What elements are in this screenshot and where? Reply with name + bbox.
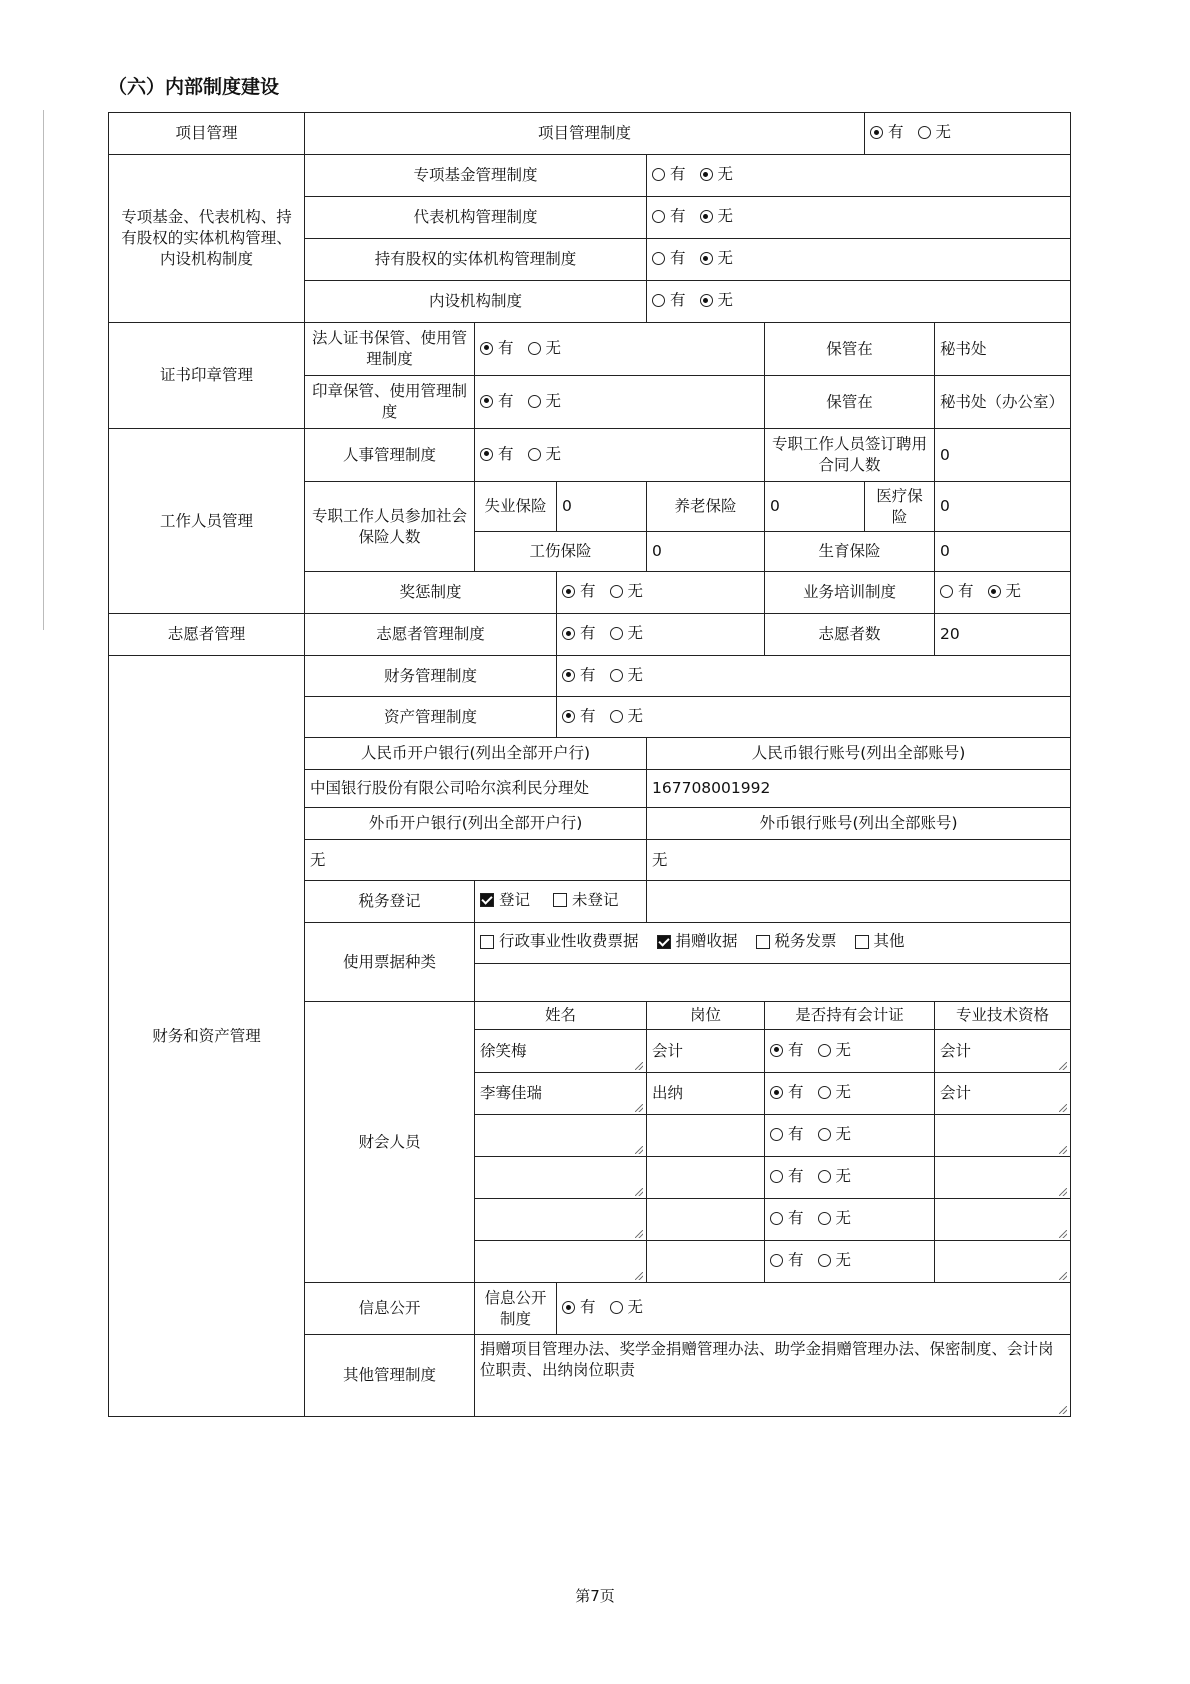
radio-label-no: 无 bbox=[545, 444, 562, 463]
radio-label-yes: 有 bbox=[788, 1167, 804, 1186]
rmb-account-value: 167708001992 bbox=[647, 770, 1071, 808]
resize-grip-icon bbox=[1059, 1146, 1067, 1154]
radio-label-yes: 有 bbox=[788, 1083, 804, 1102]
radio-label-no: 无 bbox=[717, 207, 734, 226]
contract-count-label: 专职工作人员签订聘用合同人数 bbox=[765, 429, 935, 482]
receipt-type-option[interactable] bbox=[480, 931, 639, 952]
training-policy-radio bbox=[935, 572, 1071, 614]
radio-label-no: 无 bbox=[1005, 582, 1022, 601]
radio-option-no[interactable] bbox=[818, 1166, 852, 1187]
pension-label: 养老保险 bbox=[647, 482, 765, 532]
accountant-certificate-radio bbox=[765, 1030, 935, 1073]
resize-grip-icon bbox=[635, 1188, 643, 1196]
internal-system-form bbox=[108, 112, 1071, 1417]
radio-label-yes: 有 bbox=[888, 123, 904, 142]
volunteer-policy-radio bbox=[557, 614, 765, 656]
radio-button-yes[interactable] bbox=[940, 585, 953, 598]
radio-option-yes[interactable] bbox=[480, 391, 514, 412]
radio-option-no[interactable] bbox=[818, 1040, 852, 1061]
radio-option-no[interactable] bbox=[700, 248, 734, 269]
unemployment-label: 失业保险 bbox=[475, 482, 557, 532]
accountant-position-header: 岗位 bbox=[647, 1002, 765, 1030]
radio-label-no: 无 bbox=[835, 1251, 852, 1270]
receipt-type-label: 行政事业性收费票据 bbox=[499, 932, 639, 951]
asset-policy-label: 资产管理制度 bbox=[305, 697, 557, 738]
radio-label-yes: 有 bbox=[788, 1251, 804, 1270]
resize-grip-icon bbox=[635, 1146, 643, 1154]
radio-button-yes[interactable] bbox=[770, 1170, 783, 1183]
radio-option-yes[interactable] bbox=[770, 1250, 804, 1271]
radio-label-yes: 有 bbox=[670, 165, 686, 184]
special-fund-policy-radio bbox=[647, 155, 1071, 197]
category-volunteer: 志愿者管理 bbox=[109, 614, 305, 656]
receipt-types-extra bbox=[475, 964, 1071, 1002]
radio-option-yes[interactable] bbox=[770, 1040, 804, 1061]
radio-label-no: 无 bbox=[717, 291, 734, 310]
representative-policy-label: 代表机构管理制度 bbox=[305, 197, 647, 239]
radio-button-yes[interactable] bbox=[770, 1212, 783, 1225]
asset-policy-radio bbox=[557, 697, 1071, 738]
radio-option-yes[interactable] bbox=[770, 1166, 804, 1187]
yes-no-radio-group bbox=[770, 1211, 865, 1229]
radio-option-yes[interactable] bbox=[652, 206, 686, 227]
accountant-name-header: 姓名 bbox=[475, 1002, 647, 1030]
disclosure-policy-label: 信息公开制度 bbox=[475, 1283, 557, 1335]
radio-label-yes: 有 bbox=[958, 582, 974, 601]
radio-button-no[interactable] bbox=[818, 1086, 831, 1099]
radio-button-no[interactable] bbox=[818, 1044, 831, 1057]
radio-button-no[interactable] bbox=[610, 585, 623, 598]
accountant-qualification: 会计 bbox=[940, 1084, 972, 1103]
radio-option-no[interactable] bbox=[700, 164, 734, 185]
accountants-label: 财会人员 bbox=[305, 1002, 475, 1283]
seal-kept-at-label: 保管在 bbox=[765, 376, 935, 429]
accountant-certificate-radio bbox=[765, 1073, 935, 1115]
accountant-name-field[interactable] bbox=[475, 1199, 647, 1241]
radio-button-yes[interactable] bbox=[770, 1128, 783, 1141]
accountant-qualification: 会计 bbox=[940, 1041, 972, 1060]
radio-label-no: 无 bbox=[835, 1209, 852, 1228]
unemployment-value: 0 bbox=[557, 482, 647, 532]
radio-label-yes: 有 bbox=[670, 207, 686, 226]
radio-label-no: 无 bbox=[835, 1125, 852, 1144]
yes-no-radio-group bbox=[480, 444, 575, 465]
radio-button-yes[interactable] bbox=[480, 342, 493, 355]
resize-grip-icon bbox=[1059, 1062, 1067, 1070]
accountant-certificate-radio bbox=[765, 1199, 935, 1241]
radio-option-no[interactable] bbox=[818, 1208, 852, 1229]
section-title: （六）内部制度建设 bbox=[108, 76, 280, 98]
radio-option-no[interactable] bbox=[700, 206, 734, 227]
representative-policy-radio bbox=[647, 197, 1071, 239]
accountant-name-field[interactable] bbox=[475, 1157, 647, 1199]
radio-button-no[interactable] bbox=[700, 168, 713, 181]
radio-label-no: 无 bbox=[835, 1040, 852, 1059]
receipt-type-option[interactable] bbox=[657, 931, 738, 952]
radio-label-no: 无 bbox=[627, 665, 644, 684]
radio-option-yes[interactable] bbox=[652, 290, 686, 311]
accountant-position bbox=[647, 1115, 765, 1157]
radio-label-yes: 有 bbox=[670, 291, 686, 310]
radio-button-no[interactable] bbox=[988, 585, 1001, 598]
personnel-policy-label: 人事管理制度 bbox=[305, 429, 475, 482]
radio-option-yes[interactable] bbox=[870, 122, 904, 143]
radio-button-no[interactable] bbox=[610, 669, 623, 682]
accountant-position: 会计 bbox=[647, 1030, 765, 1073]
yes-no-radio-group bbox=[562, 706, 657, 727]
radio-label-yes: 有 bbox=[670, 249, 686, 268]
yes-no-radio-group bbox=[562, 584, 657, 602]
radio-label-yes: 有 bbox=[498, 444, 514, 463]
tax-registered-checkbox[interactable] bbox=[480, 893, 494, 907]
tax-unregistered-option[interactable]: 未登记 bbox=[553, 890, 619, 911]
radio-label-yes: 有 bbox=[580, 706, 596, 725]
radio-button-yes[interactable] bbox=[652, 210, 665, 223]
accountant-position: 出纳 bbox=[647, 1073, 765, 1115]
yes-no-radio-group bbox=[652, 293, 747, 311]
tax-registered-option[interactable]: 登记 bbox=[480, 890, 530, 911]
fx-bank-value: 无 bbox=[305, 840, 647, 881]
pension-value: 0 bbox=[765, 482, 865, 532]
accountant-name-field[interactable] bbox=[475, 1241, 647, 1283]
maternity-label: 生育保险 bbox=[765, 532, 935, 572]
disclosure-label: 信息公开 bbox=[305, 1283, 475, 1335]
medical-label: 医疗保险 bbox=[865, 482, 935, 532]
certificate-policy-radio bbox=[475, 323, 765, 376]
certificate-policy-label: 法人证书保管、使用管理制度 bbox=[305, 323, 475, 376]
volunteer-count-value: 20 bbox=[935, 614, 1071, 656]
radio-option-yes[interactable] bbox=[940, 581, 974, 602]
yes-no-radio-group bbox=[562, 626, 657, 644]
resize-grip-icon bbox=[1059, 1104, 1067, 1112]
scan-edge-line bbox=[43, 110, 44, 630]
radio-button-yes[interactable] bbox=[870, 126, 883, 139]
radio-option-yes[interactable] bbox=[562, 706, 596, 727]
radio-option-yes[interactable] bbox=[480, 444, 514, 465]
accountant-qualification-field[interactable] bbox=[935, 1030, 1071, 1073]
injury-label: 工伤保险 bbox=[475, 532, 647, 572]
radio-button-no[interactable] bbox=[818, 1212, 831, 1225]
fx-account-value: 无 bbox=[647, 840, 1071, 881]
radio-option-no[interactable] bbox=[610, 581, 644, 602]
category-finance: 财务和资产管理 bbox=[109, 656, 305, 1417]
radio-label-yes: 有 bbox=[580, 665, 596, 684]
training-policy-label: 业务培训制度 bbox=[765, 572, 935, 614]
radio-option-yes[interactable] bbox=[562, 623, 596, 644]
category-seals: 证书印章管理 bbox=[109, 323, 305, 429]
radio-label-no: 无 bbox=[627, 1298, 644, 1317]
radio-label-no: 无 bbox=[627, 582, 644, 601]
radio-button-no[interactable] bbox=[918, 126, 931, 139]
radio-option-no[interactable] bbox=[818, 1082, 852, 1103]
project-policy-label: 项目管理制度 bbox=[305, 113, 865, 155]
radio-option-yes[interactable] bbox=[562, 581, 596, 602]
radio-label-yes: 有 bbox=[498, 391, 514, 410]
category-staff: 工作人员管理 bbox=[109, 429, 305, 614]
radio-button-no[interactable] bbox=[700, 294, 713, 307]
receipt-type-checkbox[interactable] bbox=[756, 935, 770, 949]
radio-option-no[interactable] bbox=[818, 1124, 852, 1145]
accountant-qualification-field[interactable] bbox=[935, 1199, 1071, 1241]
receipt-type-checkbox[interactable] bbox=[657, 935, 671, 949]
radio-label-no: 无 bbox=[545, 338, 562, 357]
radio-option-no[interactable] bbox=[610, 665, 644, 686]
radio-option-no[interactable] bbox=[528, 444, 562, 465]
accountant-qualification-field[interactable] bbox=[935, 1241, 1071, 1283]
rmb-account-header: 人民币银行账号(列出全部账号) bbox=[647, 738, 1071, 770]
yes-no-radio-group bbox=[770, 1127, 865, 1145]
accountant-qualification-field[interactable] bbox=[935, 1073, 1071, 1115]
tax-registration-label: 税务登记 bbox=[305, 881, 475, 923]
seal-policy-label: 印章保管、使用管理制度 bbox=[305, 376, 475, 429]
accountant-certificate-radio bbox=[765, 1115, 935, 1157]
radio-label-no: 无 bbox=[935, 123, 952, 142]
radio-option-no[interactable] bbox=[818, 1250, 852, 1271]
receipt-type-option[interactable] bbox=[855, 931, 905, 952]
radio-button-no[interactable] bbox=[818, 1170, 831, 1183]
accountant-qualification-field[interactable] bbox=[935, 1157, 1071, 1199]
yes-no-radio-group bbox=[770, 1085, 865, 1103]
radio-button-no[interactable] bbox=[818, 1254, 831, 1267]
contract-count-value: 0 bbox=[935, 429, 1071, 482]
fx-bank-header: 外币开户银行(列出全部开户行) bbox=[305, 808, 647, 840]
internal-org-policy-label: 内设机构制度 bbox=[305, 281, 647, 323]
certificate-kept-at-value: 秘书处 bbox=[935, 323, 1071, 376]
radio-option-no[interactable] bbox=[700, 290, 734, 311]
other-policies-field[interactable] bbox=[475, 1335, 1071, 1417]
reward-policy-radio bbox=[557, 572, 765, 614]
yes-no-radio-group bbox=[652, 251, 747, 269]
radio-option-yes[interactable] bbox=[562, 665, 596, 686]
resize-grip-icon bbox=[1059, 1406, 1067, 1414]
radio-button-no[interactable] bbox=[610, 710, 623, 723]
accountant-name-field[interactable] bbox=[475, 1030, 647, 1073]
radio-button-no[interactable] bbox=[528, 395, 541, 408]
radio-label-no: 无 bbox=[717, 165, 734, 184]
receipt-types-options bbox=[475, 923, 1071, 964]
reward-policy-label: 奖惩制度 bbox=[305, 572, 557, 614]
yes-no-radio-group bbox=[652, 209, 747, 227]
medical-value: 0 bbox=[935, 482, 1071, 532]
radio-option-yes[interactable] bbox=[652, 164, 686, 185]
equity-entity-policy-label: 持有股权的实体机构管理制度 bbox=[305, 239, 647, 281]
radio-button-no[interactable] bbox=[610, 1301, 623, 1314]
accountant-qualification-field[interactable] bbox=[935, 1115, 1071, 1157]
radio-label-no: 无 bbox=[627, 624, 644, 643]
radio-option-no[interactable] bbox=[610, 1297, 644, 1318]
radio-button-yes[interactable] bbox=[562, 669, 575, 682]
radio-label-yes: 有 bbox=[788, 1125, 804, 1144]
yes-no-radio-group bbox=[870, 125, 965, 143]
tax-registration-empty bbox=[647, 881, 1071, 923]
radio-option-no[interactable] bbox=[610, 706, 644, 727]
volunteer-policy-label: 志愿者管理制度 bbox=[305, 614, 557, 656]
radio-option-yes[interactable] bbox=[652, 248, 686, 269]
yes-no-radio-group bbox=[562, 665, 657, 686]
receipt-type-label: 捐赠收据 bbox=[675, 932, 738, 951]
other-policies-label: 其他管理制度 bbox=[305, 1335, 475, 1417]
yes-no-radio-group bbox=[652, 167, 747, 185]
resize-grip-icon bbox=[1059, 1272, 1067, 1280]
radio-button-yes[interactable] bbox=[562, 710, 575, 723]
special-fund-policy-label: 专项基金管理制度 bbox=[305, 155, 647, 197]
radio-label-no: 无 bbox=[717, 249, 734, 268]
tax-unregistered-checkbox[interactable] bbox=[553, 893, 567, 907]
radio-button-yes[interactable] bbox=[770, 1086, 783, 1099]
yes-no-radio-group bbox=[940, 584, 1035, 602]
maternity-value: 0 bbox=[935, 532, 1071, 572]
finance-policy-radio bbox=[557, 656, 1071, 697]
radio-option-yes[interactable] bbox=[770, 1124, 804, 1145]
resize-grip-icon bbox=[1059, 1188, 1067, 1196]
yes-no-radio-group bbox=[480, 391, 575, 412]
radio-label-no: 无 bbox=[835, 1083, 852, 1102]
radio-option-yes[interactable] bbox=[770, 1082, 804, 1103]
radio-button-no[interactable] bbox=[528, 448, 541, 461]
page-number: 第7页 bbox=[575, 1587, 615, 1605]
category-special-funds: 专项基金、代表机构、持有股权的实体机构管理、内设机构制度 bbox=[109, 155, 305, 323]
injury-value: 0 bbox=[647, 532, 765, 572]
accountant-position bbox=[647, 1199, 765, 1241]
rmb-bank-header: 人民币开户银行(列出全部开户行) bbox=[305, 738, 647, 770]
resize-grip-icon bbox=[635, 1062, 643, 1070]
radio-button-yes[interactable] bbox=[652, 168, 665, 181]
receipt-types-label: 使用票据种类 bbox=[305, 923, 475, 1002]
resize-grip-icon bbox=[1059, 1230, 1067, 1238]
accountant-name: 徐笑梅 bbox=[480, 1041, 527, 1060]
seal-kept-at-value: 秘书处（办公室） bbox=[935, 376, 1071, 429]
radio-option-no[interactable] bbox=[988, 581, 1022, 602]
yes-no-radio-group bbox=[480, 338, 575, 359]
radio-option-yes[interactable] bbox=[770, 1208, 804, 1229]
receipt-type-label: 税务发票 bbox=[774, 932, 837, 951]
receipt-type-checkbox[interactable] bbox=[480, 935, 494, 949]
yes-no-radio-group bbox=[770, 1169, 865, 1187]
accountant-name-field[interactable] bbox=[475, 1115, 647, 1157]
volunteer-count-label: 志愿者数 bbox=[765, 614, 935, 656]
personnel-policy-radio bbox=[475, 429, 765, 482]
radio-label-no: 无 bbox=[545, 391, 562, 410]
radio-button-yes[interactable] bbox=[562, 627, 575, 640]
resize-grip-icon bbox=[635, 1272, 643, 1280]
row-project-management bbox=[109, 113, 1071, 155]
accountant-position bbox=[647, 1241, 765, 1283]
radio-label-yes: 有 bbox=[580, 1298, 596, 1317]
category-project: 项目管理 bbox=[109, 113, 305, 155]
radio-label-yes: 有 bbox=[580, 624, 596, 643]
yes-no-radio-group bbox=[562, 1300, 657, 1318]
radio-button-yes[interactable] bbox=[480, 395, 493, 408]
project-policy-radio bbox=[865, 113, 1071, 155]
radio-button-no[interactable] bbox=[610, 627, 623, 640]
accountant-certificate-radio bbox=[765, 1241, 935, 1283]
accountant-certificate-radio bbox=[765, 1157, 935, 1199]
radio-option-no[interactable] bbox=[918, 122, 952, 143]
radio-option-no[interactable] bbox=[610, 623, 644, 644]
resize-grip-icon bbox=[635, 1104, 643, 1112]
radio-button-yes[interactable] bbox=[770, 1044, 783, 1057]
radio-label-yes: 有 bbox=[498, 338, 514, 357]
fx-account-header: 外币银行账号(列出全部账号) bbox=[647, 808, 1071, 840]
accountant-certificate-header: 是否持有会计证 bbox=[765, 1002, 935, 1030]
internal-org-policy-radio bbox=[647, 281, 1071, 323]
receipt-type-checkbox[interactable] bbox=[855, 935, 869, 949]
receipt-type-option[interactable] bbox=[756, 931, 837, 952]
radio-option-no[interactable] bbox=[528, 338, 562, 359]
radio-option-yes[interactable] bbox=[480, 338, 514, 359]
disclosure-policy-radio bbox=[557, 1283, 1071, 1335]
radio-button-yes[interactable] bbox=[770, 1254, 783, 1267]
accountant-position bbox=[647, 1157, 765, 1199]
receipt-type-label: 其他 bbox=[873, 932, 905, 951]
radio-label-no: 无 bbox=[835, 1167, 852, 1186]
certificate-kept-at-label: 保管在 bbox=[765, 323, 935, 376]
accountant-qualification-header: 专业技术资格 bbox=[935, 1002, 1071, 1030]
accountant-name-field[interactable] bbox=[475, 1073, 647, 1115]
yes-no-radio-group bbox=[770, 1040, 865, 1061]
insurance-count-label: 专职工作人员参加社会保险人数 bbox=[305, 482, 475, 572]
radio-button-yes[interactable] bbox=[480, 448, 493, 461]
radio-label-yes: 有 bbox=[788, 1040, 804, 1059]
equity-entity-policy-radio bbox=[647, 239, 1071, 281]
other-policies-value: 捐赠项目管理办法、奖学金捐赠管理办法、助学金捐赠管理办法、保密制度、会计岗位职责、出纳岗位职责 bbox=[480, 1340, 1054, 1379]
seal-policy-radio bbox=[475, 376, 765, 429]
radio-button-yes[interactable] bbox=[562, 585, 575, 598]
radio-option-no[interactable] bbox=[528, 391, 562, 412]
radio-button-yes[interactable] bbox=[652, 294, 665, 307]
radio-button-no[interactable] bbox=[700, 252, 713, 265]
radio-button-no[interactable] bbox=[528, 342, 541, 355]
radio-label-no: 无 bbox=[627, 706, 644, 725]
radio-button-no[interactable] bbox=[700, 210, 713, 223]
radio-option-yes[interactable] bbox=[562, 1297, 596, 1318]
tax-registration-options bbox=[475, 881, 647, 923]
radio-button-no[interactable] bbox=[818, 1128, 831, 1141]
yes-no-radio-group bbox=[770, 1253, 865, 1271]
accountant-name: 李骞佳瑞 bbox=[480, 1084, 543, 1103]
radio-button-yes[interactable] bbox=[562, 1301, 575, 1314]
radio-label-yes: 有 bbox=[580, 582, 596, 601]
resize-grip-icon bbox=[635, 1230, 643, 1238]
rmb-bank-value: 中国银行股份有限公司哈尔滨利民分理处 bbox=[305, 770, 647, 808]
radio-button-yes[interactable] bbox=[652, 252, 665, 265]
finance-policy-label: 财务管理制度 bbox=[305, 656, 557, 697]
radio-label-yes: 有 bbox=[788, 1209, 804, 1228]
